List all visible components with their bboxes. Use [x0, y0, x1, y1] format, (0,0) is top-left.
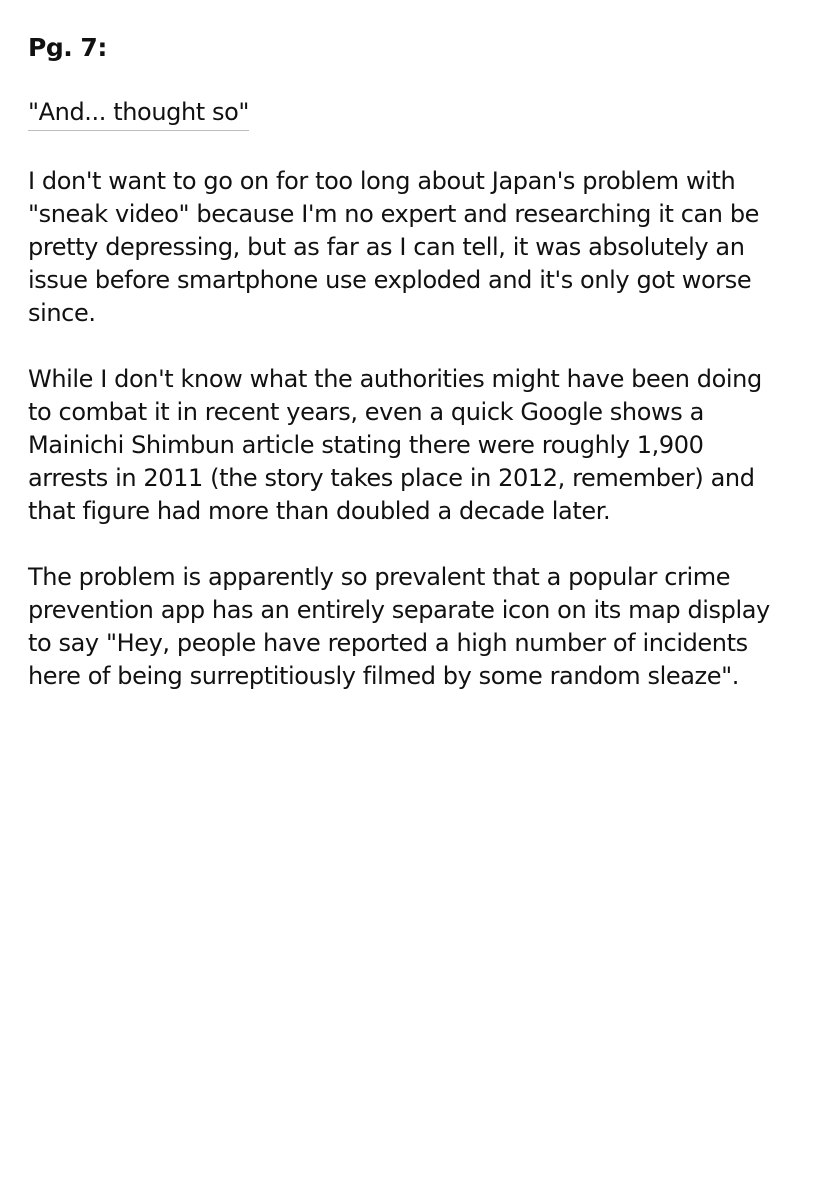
- paragraph-2-line-1: While I don't know what the authorities might have been doing: [28, 365, 762, 393]
- paragraph-3-line-1: The problem is apparently so prevalent that a popular crime: [28, 563, 731, 591]
- paragraph-1-line-1: I don't want to go on for too long about Japan's problem with: [28, 167, 736, 195]
- quoted-line: "And... thought so": [28, 96, 249, 131]
- paragraph-3: [28, 561, 818, 693]
- quote-heading-wrapper: [28, 66, 818, 131]
- paragraph-3-line-4: here of being surreptitiously filmed by some random sleaze".: [28, 662, 739, 690]
- paragraph-1: [28, 165, 818, 330]
- paragraph-2-line-5: that figure had more than doubled a decade later.: [28, 497, 611, 525]
- paragraph-3-line-3: to say "Hey, people have reported a high number of incidents: [28, 629, 748, 657]
- paragraph-1-line-3: pretty depressing, but as far as I can tell, it was absolutely an: [28, 233, 745, 261]
- paragraph-2: [28, 363, 818, 528]
- page-label: Pg. 7:: [28, 33, 107, 62]
- paragraph-3-line-2: prevention app has an entirely separate icon on its map display: [28, 596, 770, 624]
- paragraph-2-line-4: arrests in 2011 (the story takes place in 2012, remember) and: [28, 464, 755, 492]
- paragraph-1-line-5: since.: [28, 299, 96, 327]
- document-page: [28, 30, 818, 693]
- paragraph-1-line-4: issue before smartphone use exploded and it's only got worse: [28, 266, 752, 294]
- paragraph-2-line-3: Mainichi Shimbun article stating there were roughly 1,900: [28, 431, 704, 459]
- paragraph-1-line-2: "sneak video" because I'm no expert and researching it can be: [28, 200, 760, 228]
- paragraph-2-line-2: to combat it in recent years, even a quick Google shows a: [28, 398, 704, 426]
